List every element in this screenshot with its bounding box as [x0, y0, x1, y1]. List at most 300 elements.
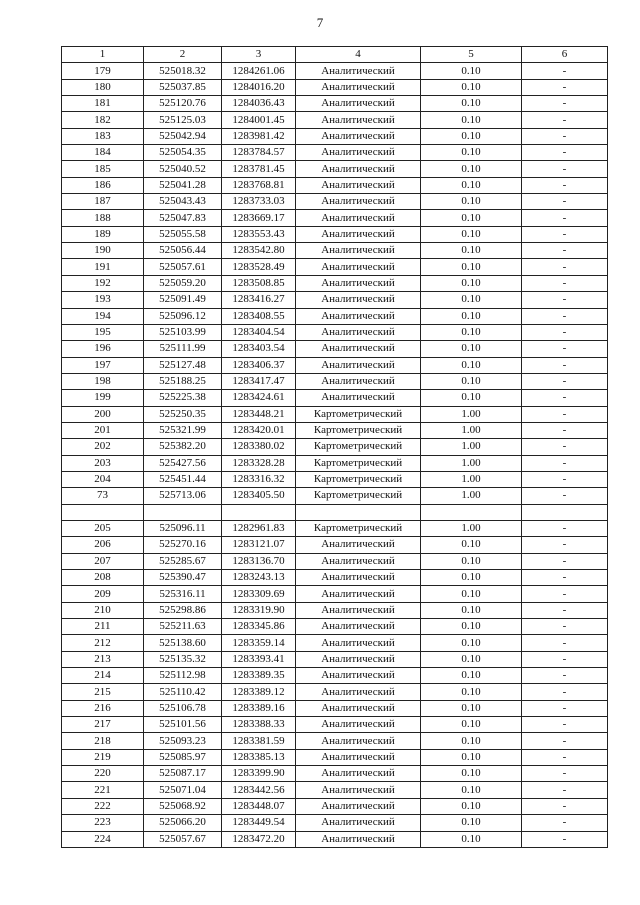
method-cell: Аналитический	[296, 373, 421, 389]
method-cell: Картометрический	[296, 422, 421, 438]
note-cell: -	[522, 308, 608, 324]
x-coordinate-cell: 525110.42	[144, 684, 222, 700]
accuracy-cell: 0.10	[421, 749, 522, 765]
method-cell: Аналитический	[296, 292, 421, 308]
x-coordinate-cell: 525111.99	[144, 341, 222, 357]
table-row	[62, 798, 608, 814]
note-cell: -	[522, 341, 608, 357]
accuracy-cell: 0.10	[421, 700, 522, 716]
note-cell: -	[522, 357, 608, 373]
x-coordinate-cell: 525057.67	[144, 831, 222, 847]
method-cell: Аналитический	[296, 700, 421, 716]
y-coordinate-cell: 1283385.13	[222, 749, 296, 765]
point-number-cell: 196	[62, 341, 144, 357]
table-row	[62, 684, 608, 700]
note-cell: -	[522, 275, 608, 291]
point-number-cell: 191	[62, 259, 144, 275]
header-row	[62, 47, 608, 63]
note-cell: -	[522, 619, 608, 635]
x-coordinate-cell: 525071.04	[144, 782, 222, 798]
table-row	[62, 128, 608, 144]
column-header: 6	[522, 47, 608, 63]
note-cell: -	[522, 194, 608, 210]
table-row	[62, 226, 608, 242]
accuracy-cell: 1.00	[421, 439, 522, 455]
accuracy-cell: 0.10	[421, 553, 522, 569]
y-coordinate-cell: 1283243.13	[222, 570, 296, 586]
accuracy-cell: 0.10	[421, 96, 522, 112]
note-cell: -	[522, 145, 608, 161]
point-number-cell: 181	[62, 96, 144, 112]
table-row	[62, 570, 608, 586]
note-cell: -	[522, 439, 608, 455]
note-cell: -	[522, 520, 608, 536]
table-row	[62, 324, 608, 340]
point-number-cell: 197	[62, 357, 144, 373]
accuracy-cell: 0.10	[421, 341, 522, 357]
table-row	[62, 79, 608, 95]
y-coordinate-cell: 1283669.17	[222, 210, 296, 226]
note-cell: -	[522, 570, 608, 586]
accuracy-cell: 0.10	[421, 733, 522, 749]
table-row	[62, 210, 608, 226]
note-cell: -	[522, 422, 608, 438]
accuracy-cell: 0.10	[421, 831, 522, 847]
accuracy-cell: 0.10	[421, 570, 522, 586]
point-number-cell: 189	[62, 226, 144, 242]
method-cell: Аналитический	[296, 79, 421, 95]
y-coordinate-cell: 1283389.16	[222, 700, 296, 716]
y-coordinate-cell: 1283328.28	[222, 455, 296, 471]
accuracy-cell: 0.10	[421, 243, 522, 259]
note-cell: -	[522, 63, 608, 79]
accuracy-cell: 0.10	[421, 324, 522, 340]
table-row	[62, 553, 608, 569]
method-cell: Аналитический	[296, 275, 421, 291]
method-cell: Картометрический	[296, 520, 421, 536]
y-coordinate-cell: 1283528.49	[222, 259, 296, 275]
table-row	[62, 520, 608, 536]
x-coordinate-cell: 525316.11	[144, 586, 222, 602]
accuracy-cell	[421, 504, 522, 520]
accuracy-cell: 0.10	[421, 308, 522, 324]
y-coordinate-cell: 1283121.07	[222, 537, 296, 553]
method-cell: Аналитический	[296, 537, 421, 553]
column-header: 5	[421, 47, 522, 63]
note-cell: -	[522, 537, 608, 553]
point-number-cell: 201	[62, 422, 144, 438]
note-cell: -	[522, 815, 608, 831]
point-number-cell: 212	[62, 635, 144, 651]
accuracy-cell: 0.10	[421, 766, 522, 782]
method-cell: Аналитический	[296, 749, 421, 765]
y-coordinate-cell: 1283403.54	[222, 341, 296, 357]
y-coordinate-cell: 1283381.59	[222, 733, 296, 749]
x-coordinate-cell: 525125.03	[144, 112, 222, 128]
point-number-cell: 214	[62, 668, 144, 684]
accuracy-cell: 0.10	[421, 357, 522, 373]
x-coordinate-cell: 525270.16	[144, 537, 222, 553]
x-coordinate-cell: 525321.99	[144, 422, 222, 438]
x-coordinate-cell: 525059.20	[144, 275, 222, 291]
method-cell: Аналитический	[296, 733, 421, 749]
point-number-cell: 209	[62, 586, 144, 602]
x-coordinate-cell: 525298.86	[144, 602, 222, 618]
point-number-cell: 185	[62, 161, 144, 177]
method-cell: Аналитический	[296, 553, 421, 569]
note-cell: -	[522, 717, 608, 733]
x-coordinate-cell: 525101.56	[144, 717, 222, 733]
coordinates-table	[61, 46, 608, 848]
y-coordinate-cell: 1283442.56	[222, 782, 296, 798]
x-coordinate-cell: 525096.11	[144, 520, 222, 536]
note-cell: -	[522, 749, 608, 765]
y-coordinate-cell: 1284036.43	[222, 96, 296, 112]
table-row	[62, 390, 608, 406]
method-cell: Аналитический	[296, 684, 421, 700]
table-row	[62, 177, 608, 193]
accuracy-cell: 0.10	[421, 782, 522, 798]
table-row	[62, 782, 608, 798]
y-coordinate-cell: 1283345.86	[222, 619, 296, 635]
accuracy-cell: 0.10	[421, 537, 522, 553]
x-coordinate-cell: 525096.12	[144, 308, 222, 324]
table-body	[62, 63, 608, 848]
x-coordinate-cell: 525018.32	[144, 63, 222, 79]
accuracy-cell: 0.10	[421, 717, 522, 733]
method-cell: Аналитический	[296, 619, 421, 635]
table-row	[62, 243, 608, 259]
accuracy-cell: 0.10	[421, 275, 522, 291]
note-cell: -	[522, 798, 608, 814]
table-row	[62, 96, 608, 112]
x-coordinate-cell: 525091.49	[144, 292, 222, 308]
table-row	[62, 471, 608, 487]
method-cell: Картометрический	[296, 406, 421, 422]
point-number-cell: 215	[62, 684, 144, 700]
table-row	[62, 537, 608, 553]
method-cell: Аналитический	[296, 96, 421, 112]
method-cell: Аналитический	[296, 782, 421, 798]
x-coordinate-cell: 525085.97	[144, 749, 222, 765]
table-row	[62, 406, 608, 422]
note-cell: -	[522, 324, 608, 340]
accuracy-cell: 1.00	[421, 520, 522, 536]
column-header: 2	[144, 47, 222, 63]
note-cell: -	[522, 79, 608, 95]
y-coordinate-cell: 1283408.55	[222, 308, 296, 324]
point-number-cell: 202	[62, 439, 144, 455]
y-coordinate-cell: 1283420.01	[222, 422, 296, 438]
x-coordinate-cell: 525093.23	[144, 733, 222, 749]
note-cell: -	[522, 161, 608, 177]
y-coordinate-cell: 1283508.85	[222, 275, 296, 291]
y-coordinate-cell: 1283316.32	[222, 471, 296, 487]
table-row	[62, 308, 608, 324]
table-row	[62, 635, 608, 651]
method-cell: Аналитический	[296, 128, 421, 144]
accuracy-cell: 0.10	[421, 651, 522, 667]
note-cell: -	[522, 226, 608, 242]
x-coordinate-cell	[144, 504, 222, 520]
method-cell: Аналитический	[296, 635, 421, 651]
accuracy-cell: 0.10	[421, 635, 522, 651]
accuracy-cell: 0.10	[421, 128, 522, 144]
x-coordinate-cell: 525285.67	[144, 553, 222, 569]
y-coordinate-cell: 1283393.41	[222, 651, 296, 667]
y-coordinate-cell: 1283784.57	[222, 145, 296, 161]
point-number-cell: 182	[62, 112, 144, 128]
point-number-cell: 73	[62, 488, 144, 504]
x-coordinate-cell: 525055.58	[144, 226, 222, 242]
note-cell: -	[522, 96, 608, 112]
y-coordinate-cell: 1283448.07	[222, 798, 296, 814]
y-coordinate-cell: 1283389.35	[222, 668, 296, 684]
table-row	[62, 439, 608, 455]
table-row	[62, 275, 608, 291]
point-number-cell: 200	[62, 406, 144, 422]
accuracy-cell: 1.00	[421, 455, 522, 471]
y-coordinate-cell: 1283981.42	[222, 128, 296, 144]
method-cell: Аналитический	[296, 259, 421, 275]
method-cell	[296, 504, 421, 520]
method-cell: Аналитический	[296, 798, 421, 814]
accuracy-cell: 0.10	[421, 112, 522, 128]
note-cell: -	[522, 766, 608, 782]
note-cell: -	[522, 635, 608, 651]
x-coordinate-cell: 525087.17	[144, 766, 222, 782]
x-coordinate-cell: 525068.92	[144, 798, 222, 814]
x-coordinate-cell: 525043.43	[144, 194, 222, 210]
method-cell: Картометрический	[296, 471, 421, 487]
method-cell: Аналитический	[296, 177, 421, 193]
table-row	[62, 766, 608, 782]
note-cell: -	[522, 455, 608, 471]
point-number-cell: 183	[62, 128, 144, 144]
x-coordinate-cell: 525225.38	[144, 390, 222, 406]
y-coordinate-cell: 1283399.90	[222, 766, 296, 782]
table-row	[62, 145, 608, 161]
point-number-cell: 222	[62, 798, 144, 814]
method-cell: Аналитический	[296, 357, 421, 373]
note-cell: -	[522, 733, 608, 749]
note-cell: -	[522, 831, 608, 847]
method-cell: Аналитический	[296, 390, 421, 406]
point-number-cell: 199	[62, 390, 144, 406]
y-coordinate-cell: 1283389.12	[222, 684, 296, 700]
point-number-cell: 208	[62, 570, 144, 586]
x-coordinate-cell: 525041.28	[144, 177, 222, 193]
method-cell: Аналитический	[296, 243, 421, 259]
accuracy-cell: 1.00	[421, 422, 522, 438]
point-number-cell: 193	[62, 292, 144, 308]
column-header: 3	[222, 47, 296, 63]
point-number-cell: 213	[62, 651, 144, 667]
y-coordinate-cell: 1283388.33	[222, 717, 296, 733]
table-row	[62, 341, 608, 357]
accuracy-cell: 1.00	[421, 471, 522, 487]
table-row	[62, 602, 608, 618]
y-coordinate-cell: 1284016.20	[222, 79, 296, 95]
note-cell: -	[522, 553, 608, 569]
point-number-cell: 198	[62, 373, 144, 389]
x-coordinate-cell: 525042.94	[144, 128, 222, 144]
x-coordinate-cell: 525037.85	[144, 79, 222, 95]
accuracy-cell: 0.10	[421, 602, 522, 618]
x-coordinate-cell: 525112.98	[144, 668, 222, 684]
x-coordinate-cell: 525103.99	[144, 324, 222, 340]
method-cell: Аналитический	[296, 815, 421, 831]
table-row	[62, 619, 608, 635]
accuracy-cell: 0.10	[421, 259, 522, 275]
point-number-cell: 221	[62, 782, 144, 798]
y-coordinate-cell: 1283542.80	[222, 243, 296, 259]
table-row	[62, 586, 608, 602]
method-cell: Картометрический	[296, 439, 421, 455]
note-cell: -	[522, 112, 608, 128]
method-cell: Картометрический	[296, 488, 421, 504]
point-number-cell: 186	[62, 177, 144, 193]
accuracy-cell: 0.10	[421, 79, 522, 95]
point-number-cell: 220	[62, 766, 144, 782]
method-cell: Аналитический	[296, 194, 421, 210]
point-number-cell: 217	[62, 717, 144, 733]
accuracy-cell: 0.10	[421, 161, 522, 177]
accuracy-cell: 0.10	[421, 798, 522, 814]
accuracy-cell: 0.10	[421, 145, 522, 161]
point-number-cell: 223	[62, 815, 144, 831]
y-coordinate-cell: 1283448.21	[222, 406, 296, 422]
table-row	[62, 161, 608, 177]
table-row	[62, 700, 608, 716]
note-cell: -	[522, 177, 608, 193]
x-coordinate-cell: 525120.76	[144, 96, 222, 112]
y-coordinate-cell: 1283733.03	[222, 194, 296, 210]
method-cell: Аналитический	[296, 602, 421, 618]
method-cell: Аналитический	[296, 831, 421, 847]
y-coordinate-cell: 1283449.54	[222, 815, 296, 831]
note-cell: -	[522, 243, 608, 259]
x-coordinate-cell: 525427.56	[144, 455, 222, 471]
method-cell: Картометрический	[296, 455, 421, 471]
table-row	[62, 651, 608, 667]
point-number-cell: 206	[62, 537, 144, 553]
method-cell: Аналитический	[296, 63, 421, 79]
accuracy-cell: 0.10	[421, 668, 522, 684]
accuracy-cell: 0.10	[421, 292, 522, 308]
table-row	[62, 733, 608, 749]
table-row	[62, 194, 608, 210]
table-header	[62, 47, 608, 63]
y-coordinate-cell: 1283553.43	[222, 226, 296, 242]
method-cell: Аналитический	[296, 210, 421, 226]
x-coordinate-cell: 525382.20	[144, 439, 222, 455]
x-coordinate-cell: 525057.61	[144, 259, 222, 275]
note-cell: -	[522, 390, 608, 406]
note-cell: -	[522, 406, 608, 422]
x-coordinate-cell: 525040.52	[144, 161, 222, 177]
table-row	[62, 668, 608, 684]
note-cell	[522, 504, 608, 520]
method-cell: Аналитический	[296, 308, 421, 324]
table-row	[62, 357, 608, 373]
accuracy-cell: 0.10	[421, 684, 522, 700]
point-number-cell: 205	[62, 520, 144, 536]
method-cell: Аналитический	[296, 717, 421, 733]
method-cell: Аналитический	[296, 226, 421, 242]
note-cell: -	[522, 700, 608, 716]
y-coordinate-cell: 1283380.02	[222, 439, 296, 455]
y-coordinate-cell: 1283405.50	[222, 488, 296, 504]
page-number: 7	[316, 15, 324, 30]
table-row	[62, 717, 608, 733]
accuracy-cell: 0.10	[421, 586, 522, 602]
method-cell: Аналитический	[296, 651, 421, 667]
x-coordinate-cell: 525390.47	[144, 570, 222, 586]
y-coordinate-cell: 1283472.20	[222, 831, 296, 847]
accuracy-cell: 1.00	[421, 406, 522, 422]
table-row	[62, 373, 608, 389]
point-number-cell: 187	[62, 194, 144, 210]
column-header: 1	[62, 47, 144, 63]
x-coordinate-cell: 525211.63	[144, 619, 222, 635]
point-number-cell: 203	[62, 455, 144, 471]
y-coordinate-cell	[222, 504, 296, 520]
table-row	[62, 112, 608, 128]
point-number-cell: 188	[62, 210, 144, 226]
accuracy-cell: 0.10	[421, 226, 522, 242]
method-cell: Аналитический	[296, 324, 421, 340]
y-coordinate-cell: 1283404.54	[222, 324, 296, 340]
x-coordinate-cell: 525138.60	[144, 635, 222, 651]
table-row	[62, 455, 608, 471]
y-coordinate-cell: 1283417.47	[222, 373, 296, 389]
y-coordinate-cell: 1283319.90	[222, 602, 296, 618]
table-row	[62, 831, 608, 847]
table-row	[62, 422, 608, 438]
accuracy-cell: 0.10	[421, 390, 522, 406]
note-cell: -	[522, 128, 608, 144]
y-coordinate-cell: 1284001.45	[222, 112, 296, 128]
point-number-cell: 219	[62, 749, 144, 765]
table-row	[62, 259, 608, 275]
x-coordinate-cell: 525127.48	[144, 357, 222, 373]
table-row	[62, 504, 608, 520]
note-cell: -	[522, 602, 608, 618]
accuracy-cell: 0.10	[421, 619, 522, 635]
x-coordinate-cell: 525047.83	[144, 210, 222, 226]
method-cell: Аналитический	[296, 766, 421, 782]
y-coordinate-cell: 1283309.69	[222, 586, 296, 602]
x-coordinate-cell: 525066.20	[144, 815, 222, 831]
accuracy-cell: 0.10	[421, 373, 522, 389]
x-coordinate-cell: 525713.06	[144, 488, 222, 504]
point-number-cell: 211	[62, 619, 144, 635]
y-coordinate-cell: 1283359.14	[222, 635, 296, 651]
y-coordinate-cell: 1283136.70	[222, 553, 296, 569]
y-coordinate-cell: 1283424.61	[222, 390, 296, 406]
table-row	[62, 488, 608, 504]
table-row	[62, 63, 608, 79]
point-number-cell: 216	[62, 700, 144, 716]
note-cell: -	[522, 586, 608, 602]
y-coordinate-cell: 1283781.45	[222, 161, 296, 177]
note-cell: -	[522, 782, 608, 798]
table-row	[62, 292, 608, 308]
y-coordinate-cell: 1283416.27	[222, 292, 296, 308]
point-number-cell: 194	[62, 308, 144, 324]
y-coordinate-cell: 1283768.81	[222, 177, 296, 193]
